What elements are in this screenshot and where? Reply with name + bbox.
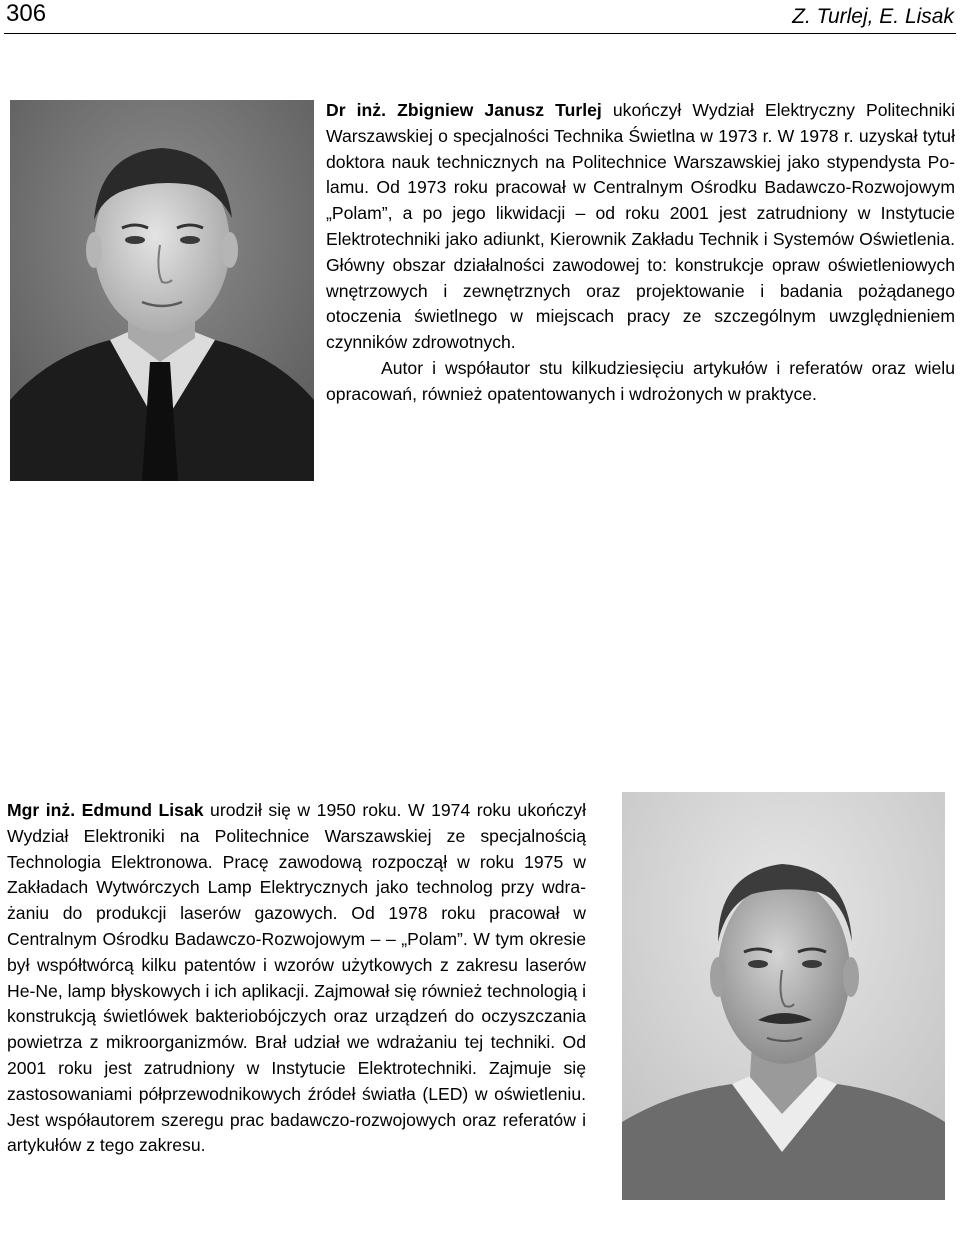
bio-paragraph: [326, 98, 955, 356]
page-header: [0, 0, 960, 40]
author-name: Dr inż. Zbigniew Janusz Turlej: [326, 100, 602, 120]
author-bio-turlej: [326, 98, 955, 408]
bio-paragraph: Autor i współautor stu kilkudziesięciu artykułów i referatów oraz wielu opracowań, również opatentowanych i wdrożonych w praktyce.: [326, 357, 955, 404]
running-head: Z. Turlej, E. Lisak: [792, 5, 954, 28]
author-bio-lisak: [7, 798, 586, 1159]
header-rule: [4, 33, 956, 34]
bio-text: urodził się w 1950 roku. W 1974 roku ukończył Wydział Elektroniki na Politechnice Warszawskiej ze specjalnością Technologia Elektronowa. Pracę zawodową rozpoczął w roku 1975 w Zakładach Wytwórczych Lamp Elektrycznych jako technolog przy wdrażaniu do produkcji laserów gazowych. Od 1978 roku pracował w Centralnym Ośrodku Badawczo-Rozwojowym – – „Polam”. W tym okresie był współtwórcą kilku patentów i wzorów użytkowych z zakresu laserów He-Ne, lamp błyskowych i ich aplikacji. Zajmował się również technologią i konstrukcją świetlówek bakteriobójczych oraz urządzeń do oczyszczania powietrza z mikroorganizmów. Brał udział we wdrażaniu tej techniki. Od 2001 roku jest zatrudniony w Instytucie Elektrotechniki. Zajmuje się zastosowaniami półprzewodnikowych źródeł światła (LED) w oświetleniu. Jest współautorem szeregu prac badawczo-rozwojowych oraz referatów i artykułów z tego zakresu.: [7, 800, 586, 1156]
page-number: 306: [6, 0, 47, 27]
author-name: Mgr inż. Edmund Lisak: [7, 800, 204, 820]
bio-text: ukończył Wydział Elektryczny Politechniki Warszawskiej o specjalności Technika Świetlna w 1973 r. W 1978 r. uzyskał tytuł doktora nauk technicznych na Politechnice Warszawskiej jako stypendysta Polamu. Od 1973 roku pracował w Centralnym Ośrodku Badawczo-Rozwojowym „Polam”, a po jego likwidacji – od roku 2001 jest zatrudniony w Instytucie Elektrotechniki jako adiunkt, Kierownik Zakładu Technik i Systemów Oświetlenia. Główny obszar działalności zawodowej to: konstrukcje opraw oświetleniowych wnętrzowych i zewnętrznych oraz projektowanie i badania pożądanego otoczenia świetlnego w miejscach pracy ze szczególnym uwzględnieniem czynników zdrowotnych.: [326, 100, 955, 353]
author-photo-lisak: [622, 792, 945, 1200]
author-photo-turlej: [10, 100, 314, 481]
bio-paragraph: [7, 798, 586, 1159]
